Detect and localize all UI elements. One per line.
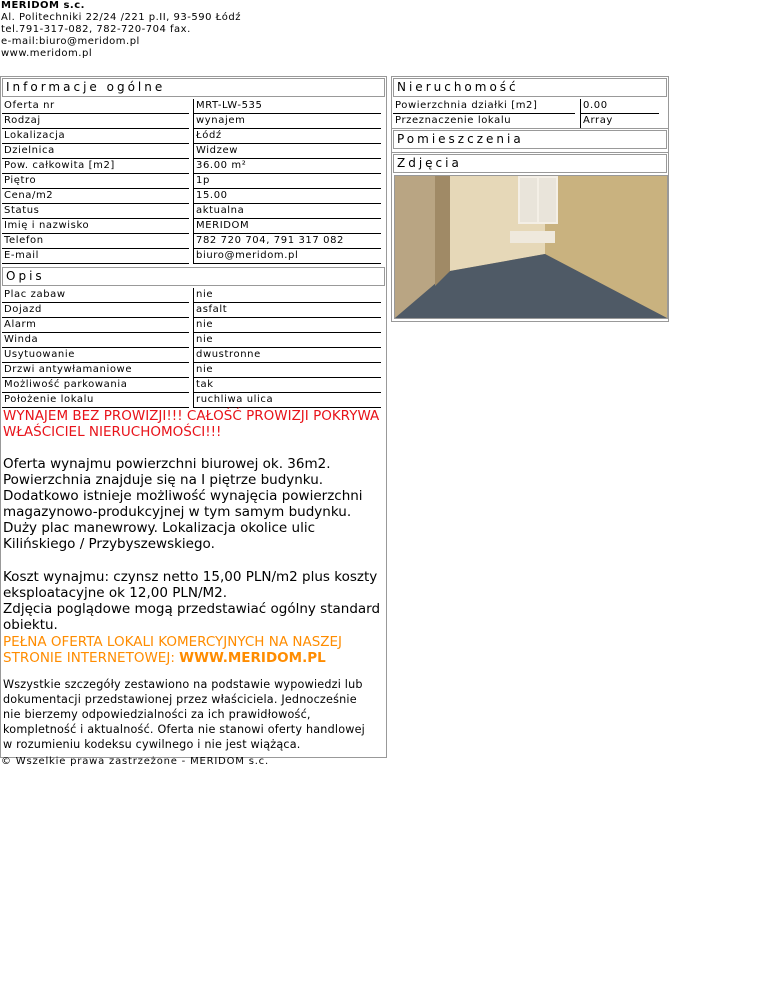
table-row [1, 348, 386, 363]
opis-title: Opis [2, 267, 385, 286]
row-value: Łódź [193, 129, 381, 144]
offer-cost: Koszt wynajmu: czynsz netto 15,00 PLN/m2 plus koszty eksploatacyjne ok 12,00 PLN/M2. Zdjęcia poglądowe mogą przedstawiać ogólny standard obiektu. [3, 569, 381, 633]
table-row [1, 303, 386, 318]
row-value: 1p [193, 174, 381, 189]
property-title: Nieruchomość [393, 78, 667, 97]
row-value: dwustronne [193, 348, 381, 363]
property-section [391, 76, 669, 130]
row-label: Dojazd [2, 303, 189, 318]
row-label: Powierzchnia działki [m2] [393, 99, 575, 114]
row-label: Lokalizacja [2, 129, 189, 144]
row-value: 782 720 704, 791 317 082 [193, 234, 381, 249]
property-table [392, 99, 668, 129]
table-row [1, 189, 386, 204]
table-row [1, 204, 386, 219]
company-www[interactable]: www.meridom.pl [1, 48, 93, 59]
row-value: MRT-LW-535 [193, 99, 381, 114]
table-row [1, 234, 386, 249]
row-label: Piętro [2, 174, 189, 189]
company-email[interactable]: e-mail:biuro@meridom.pl [1, 36, 140, 47]
row-label: E-mail [2, 249, 189, 264]
table-row [1, 114, 386, 129]
company-phones: tel.791-317-082, 782-720-704 fax. [1, 24, 191, 35]
row-label: Cena/m2 [2, 189, 189, 204]
row-label: Przeznaczenie lokalu [393, 114, 575, 129]
row-value: ruchliwa ulica [193, 393, 381, 408]
row-value: Array [580, 114, 659, 129]
info-title: Informacje ogólne [2, 78, 385, 97]
row-value: wynajem [193, 114, 381, 129]
disclaimer: Wszystkie szczegóły zestawiono na podstawie wypowiedzi lub dokumentacji przedstawionej przez właściciela. Jednocześnie nie bierzemy odpowiedzialności za ich prawidłowość, kompletność i aktualność. Oferta nie stanowi oferty handlowej w rozumieniu kodeksu cywilnego i nie jest wiążąca. [3, 678, 365, 751]
company-name: MERIDOM s.c. [1, 0, 85, 11]
info-table [1, 99, 386, 264]
row-label: Dzielnica [2, 144, 189, 159]
table-row [1, 333, 386, 348]
row-label: Pow. całkowita [m2] [2, 159, 189, 174]
row-label: Alarm [2, 318, 189, 333]
row-value: aktualna [193, 204, 381, 219]
row-value: 15.00 [193, 189, 381, 204]
table-row [1, 249, 386, 264]
row-label: Rodzaj [2, 114, 189, 129]
row-label: Telefon [2, 234, 189, 249]
row-value: 36.00 m² [193, 159, 381, 174]
row-value: nie [193, 333, 381, 348]
room-photo[interactable] [394, 175, 668, 319]
row-label: Możliwość parkowania [2, 378, 189, 393]
row-value: nie [193, 318, 381, 333]
offer-description: Oferta wynajmu powierzchni biurowej ok. 36m2. Powierzchnia znajduje się na I piętrze budynku. Dodatkowo istnieje możliwość wynajęcia powierzchni magazynowo-produkcyjnej w tym samym budynku. Duży plac manewrowy. Lokalizacja okolice ulic Kilińskiego / Przybyszewskiego. [3, 456, 363, 552]
empty-office-photo-icon [395, 176, 667, 318]
company-header [1, 0, 241, 60]
table-row [1, 393, 386, 408]
copyright-footer: © Wszelkie prawa zastrzeżone - MERIDOM s.c. [1, 756, 269, 767]
photos-title: Zdjęcia [393, 154, 667, 173]
row-value: tak [193, 378, 381, 393]
table-row [1, 99, 386, 114]
company-address: Al. Politechniki 22/24 /221 p.II, 93-590 Łódź [1, 12, 241, 23]
row-label: Położenie lokalu [2, 393, 189, 408]
row-value: biuro@meridom.pl [193, 249, 381, 264]
opis-table [1, 288, 386, 408]
row-value: 0.00 [580, 99, 659, 114]
meridom-link[interactable]: WWW.MERIDOM.PL [179, 650, 326, 666]
full-offer-text: PEŁNA OFERTA LOKALI KOMERCYJNYCH NA NASZEJ STRONIE INTERNETOWEJ: [3, 634, 343, 666]
row-value: MERIDOM [193, 219, 381, 234]
row-value: Widzew [193, 144, 381, 159]
row-label: Plac zabaw [2, 288, 189, 303]
row-label: Imię i nazwisko [2, 219, 189, 234]
table-row [1, 129, 386, 144]
table-row [1, 159, 386, 174]
table-row [392, 114, 668, 129]
row-value: asfalt [193, 303, 381, 318]
table-row [1, 144, 386, 159]
row-label: Oferta nr [2, 99, 189, 114]
table-row [1, 288, 386, 303]
table-row [1, 318, 386, 333]
row-label: Status [2, 204, 189, 219]
rooms-section [391, 128, 669, 153]
row-value: nie [193, 288, 381, 303]
full-offer-notice [3, 634, 381, 666]
table-row [1, 174, 386, 189]
no-commission-notice: WYNAJEM BEZ PROWIZJI!!! CAŁOŚĆ PROWIZJI POKRYWA WŁAŚCICIEL NIERUCHOMOŚCI!!! [3, 408, 380, 440]
table-row [1, 378, 386, 393]
table-row [1, 363, 386, 378]
table-row [392, 99, 668, 114]
rooms-title: Pomieszczenia [393, 130, 667, 149]
row-value: nie [193, 363, 381, 378]
row-label: Usytuowanie [2, 348, 189, 363]
row-label: Drzwi antywłamaniowe [2, 363, 189, 378]
row-label: Winda [2, 333, 189, 348]
table-row [1, 219, 386, 234]
